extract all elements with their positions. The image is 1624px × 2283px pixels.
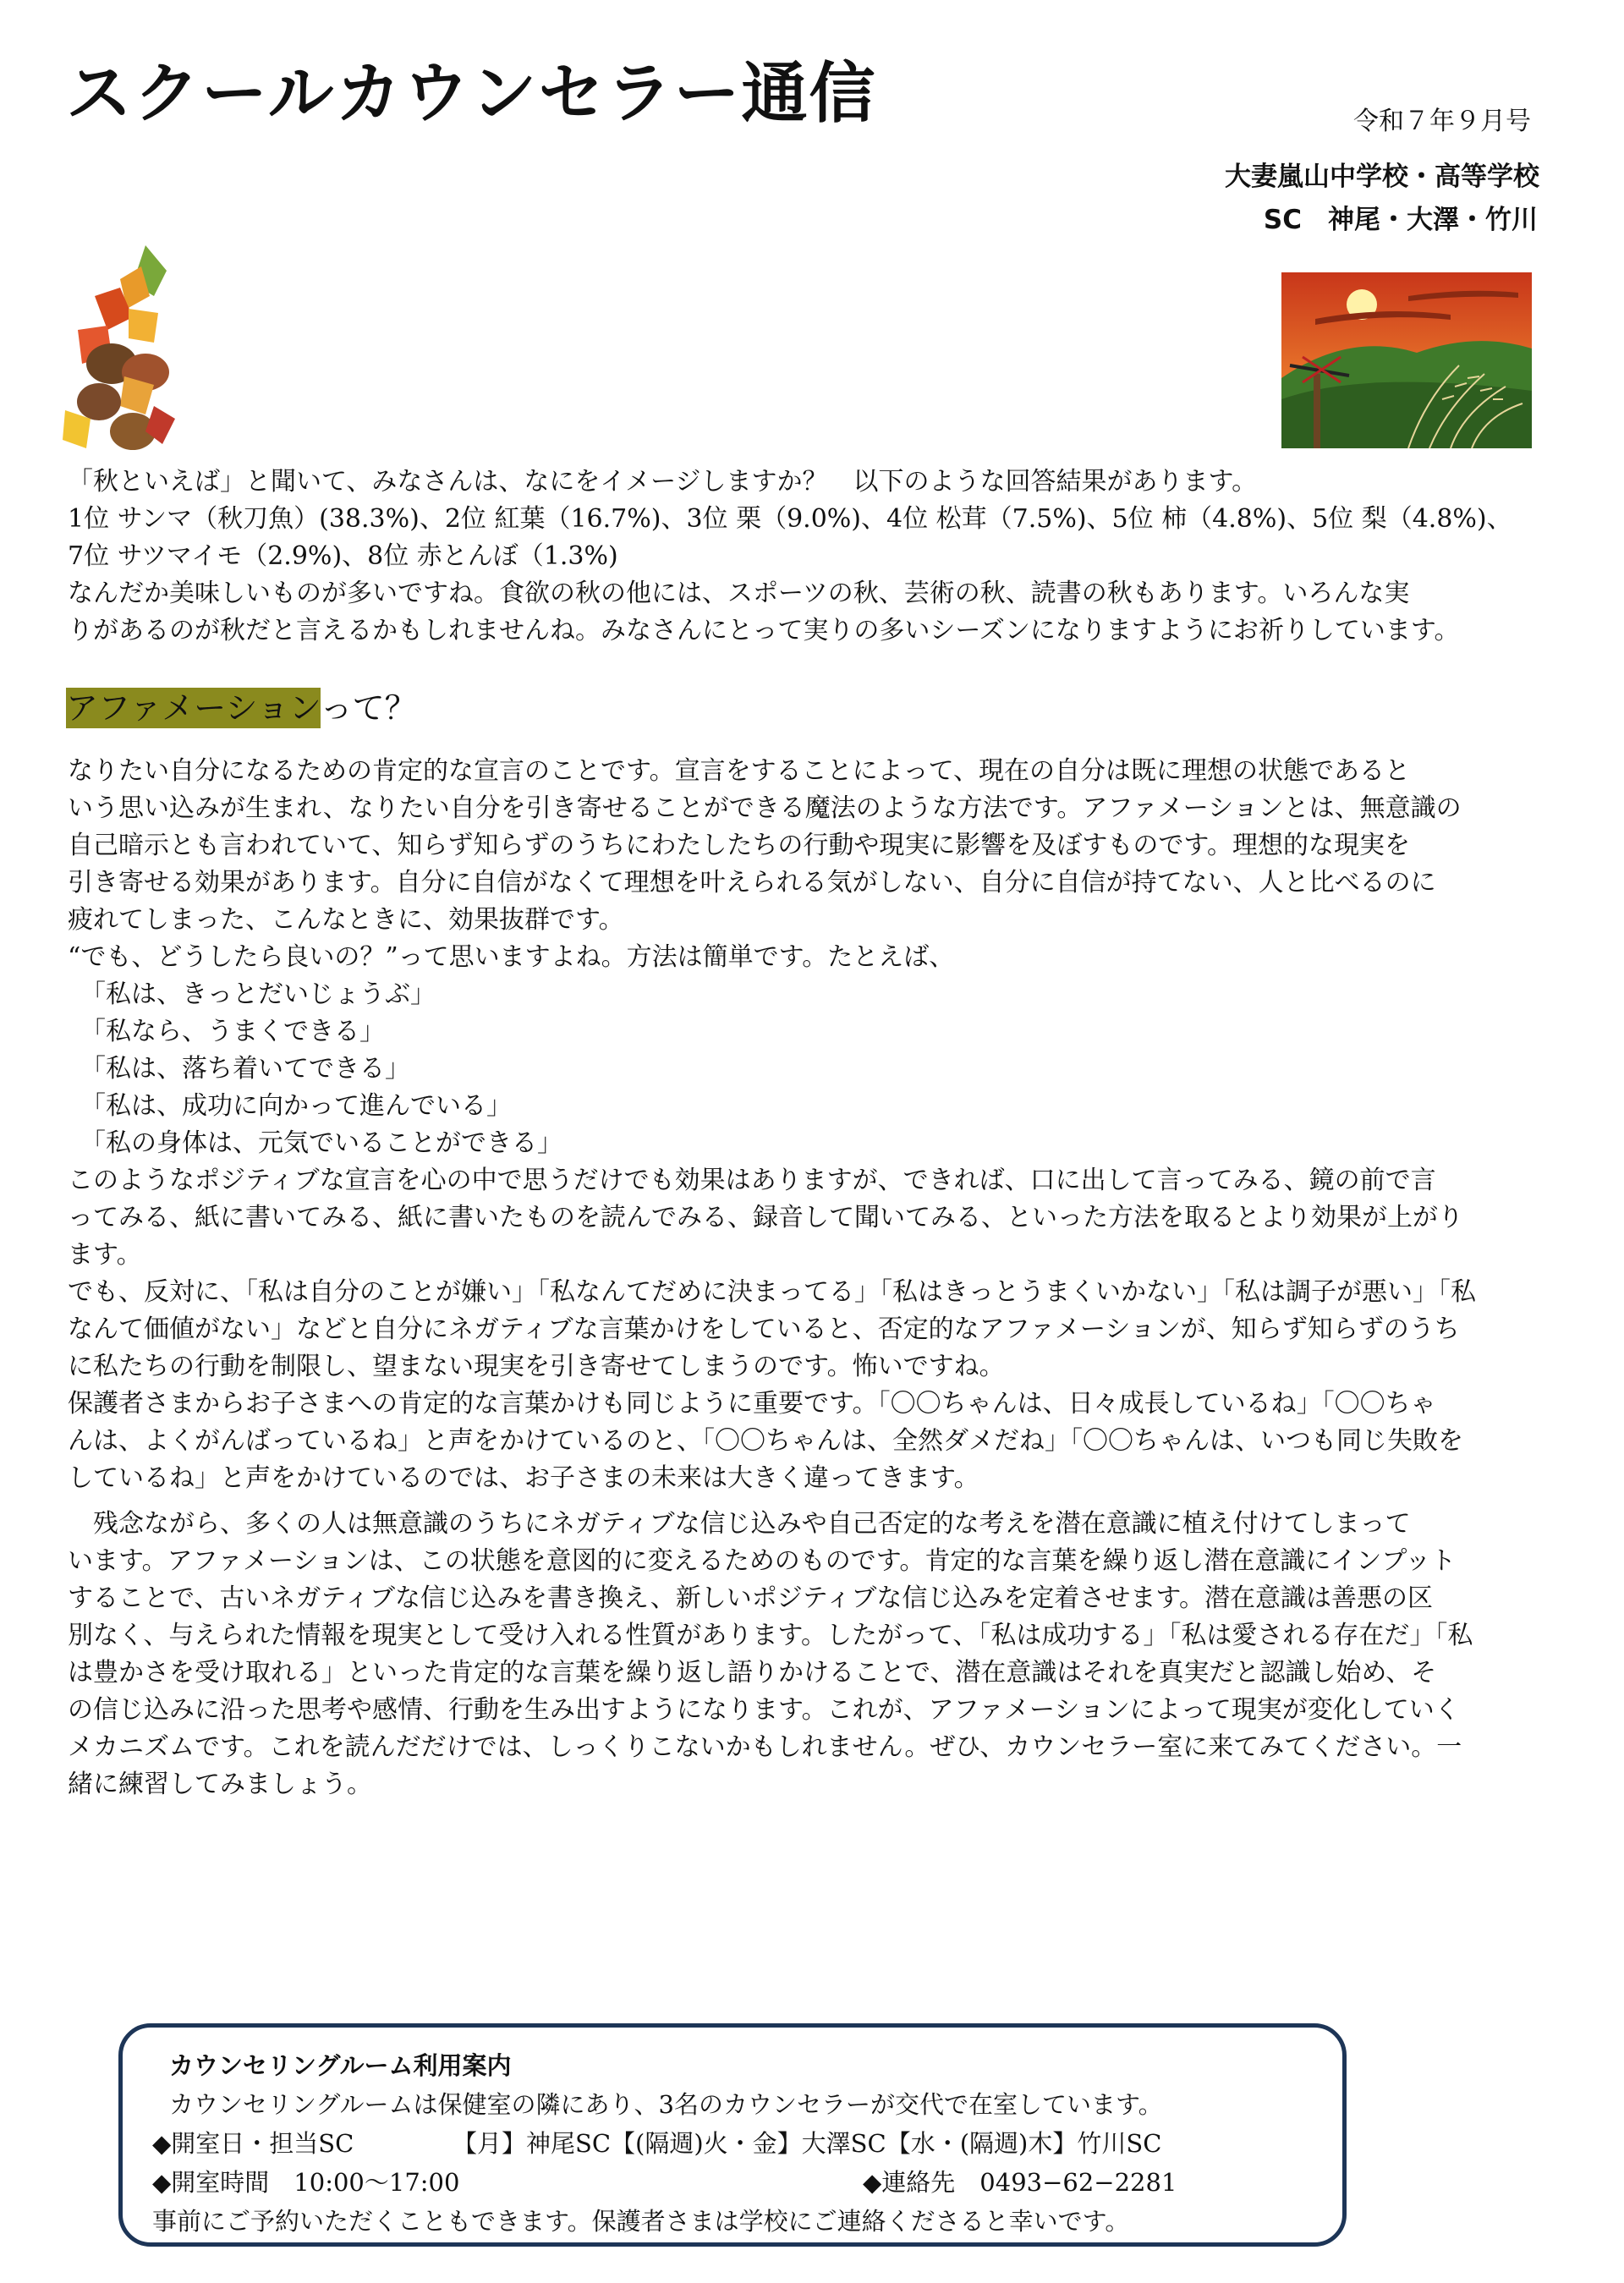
body-line: メカニズムです。これを読んだだけでは、しっくりこないかもしれません。ぜひ、カウンセラー室に来てみてください。一 bbox=[68, 1732, 1462, 1762]
body-line: は豊かさを受け取れる」といった肯定的な言葉を繰り返し語りかけることで、潜在意識はそれを真実だと認識し始め、そ bbox=[68, 1658, 1437, 1688]
affirmation-example: 「私なら、うまくできる」 bbox=[68, 1017, 385, 1046]
body-line: 保護者さまからお子さまへの肯定的な言葉かけも同じように重要です。「〇〇ちゃんは、日々成長しているね」「〇〇ちゃ bbox=[68, 1389, 1436, 1419]
body-line: でも、反対に、「私は自分のことが嫌い」「私なんてだめに決まってる」「私はきっとうまくいかない」「私は調子が悪い」「私 bbox=[68, 1277, 1476, 1307]
affirmation-example: 「私は、落ち着いてできる」 bbox=[68, 1054, 410, 1084]
body-line: の信じ込みに沿った思考や感情、行動を生み出すようになります。これが、アファメーションによって現実が変化していく bbox=[68, 1695, 1460, 1725]
body-line: いう思い込みが生まれ、なりたい自分を引き寄せることができる魔法のような方法です。アファメーションとは、無意識の bbox=[68, 793, 1462, 823]
intro-line: りがあるのが秋だと言えるかもしれませんね。みなさんにとって実りの多いシーズンになりますようにお祈りしています。 bbox=[68, 616, 1460, 645]
body-line: 緒に練習してみましょう。 bbox=[68, 1770, 372, 1799]
body-line: なりたい自分になるための肯定的な宣言のことです。宣言をすることによって、現在の自分は既に理想の状態であると bbox=[68, 756, 1410, 786]
autumn-sunset-illustration bbox=[1281, 272, 1532, 448]
open-days-label: ◆開室日・担当SC bbox=[152, 2129, 354, 2158]
reservation-note: 事前にご予約いただくこともできます。保護者さまは学校にご連絡くださると幸いです。 bbox=[152, 2207, 1130, 2236]
intro-line: 7位 サツマイモ（2.9%)、8位 赤とんぼ（1.3%) bbox=[68, 541, 618, 571]
heading-highlight: アファメーション bbox=[66, 689, 321, 727]
affirmation-example: 「私は、成功に向かって進んでいる」 bbox=[68, 1091, 512, 1121]
school-name: 大妻嵐山中学校・高等学校 bbox=[1225, 162, 1539, 192]
body-line: ます。 bbox=[68, 1240, 142, 1270]
body-line: しているね」と声をかけているのでは、お子さまの未来は大きく違ってきます。 bbox=[68, 1463, 979, 1493]
section-heading bbox=[66, 682, 417, 728]
intro-line: 1位 サンマ（秋刀魚）(38.3%)、2位 紅葉（16.7%)、3位 栗（9.0%)、4位 松茸（7.5%)、5位 柿（4.8%)、5位 梨（4.8%)、 bbox=[68, 504, 1512, 534]
newsletter-title: スクールカウンセラー通信 bbox=[66, 56, 877, 132]
autumn-leaves-illustration bbox=[61, 237, 196, 457]
counselor-names: SC 神尾・大澤・竹川 bbox=[1263, 205, 1538, 235]
open-hours: ◆開室時間 10:00〜17:00 bbox=[152, 2168, 460, 2197]
body-line: 自己暗示とも言われていて、知らず知らずのうちにわたしたちの行動や現実に影響を及ぼすものです。理想的な現実を bbox=[68, 831, 1410, 860]
intro-line: なんだか美味しいものが多いですね。食欲の秋の他には、スポーツの秋、芸術の秋、読書の秋もあります。いろんな実 bbox=[68, 579, 1410, 608]
body-line: “でも、どうしたら良いの？”って思いますよね。方法は簡単です。たとえば、 bbox=[68, 942, 955, 972]
body-line: なんて価値がない」などと自分にネガティブな言葉かけをしていると、否定的なアファメーションが、知らず知らずのうち bbox=[68, 1314, 1460, 1344]
issue-date: 令和７年９月号 bbox=[1353, 107, 1531, 136]
heading-rest: って？ bbox=[320, 689, 417, 727]
body-line: います。アファメーションは、この状態を意図的に変えるためのものです。肯定的な言葉を繰り返し潜在意識にインプット bbox=[68, 1546, 1457, 1576]
open-days-schedule: 【月】神尾SC【(隔週)火・金】大澤SC【水・(隔週)木】竹川SC bbox=[453, 2129, 1162, 2158]
intro-line: 「秋といえば」と聞いて、みなさんは、なにをイメージしますか？ 以下のような回答結果があります。 bbox=[68, 467, 1258, 497]
affirmation-example: 「私の身体は、元気でいることができる」 bbox=[68, 1128, 562, 1158]
body-line: 引き寄せる効果があります。自分に自信がなくて理想を叶えられる気がしない、自分に自信が持てない、人と比べるのに bbox=[68, 868, 1436, 897]
body-line: 残念ながら、多くの人は無意識のうちにネガティブな信じ込みや自己否定的な考えを潜在意識に植え付けてしまって bbox=[68, 1509, 1411, 1539]
info-box-title: カウンセリングルーム利用案内 bbox=[169, 2051, 512, 2080]
body-line: このようなポジティブな宣言を心の中で思うだけでも効果はありますが、できれば、口に出して言ってみる、鏡の前で言 bbox=[68, 1166, 1436, 1195]
body-line: に私たちの行動を制限し、望まない現実を引き寄せてしまうのです。怖いですね。 bbox=[68, 1352, 1005, 1381]
body-line: んは、よくがんばっているね」と声をかけているのと、「〇〇ちゃんは、全然ダメだね」「〇〇ちゃんは、いつも同じ失敗を bbox=[68, 1426, 1463, 1456]
contact-phone: ◆連絡先 0493−62−2281 bbox=[863, 2168, 1177, 2197]
info-box-description: カウンセリングルームは保健室の隣にあり、3名のカウンセラーが交代で在室しています。 bbox=[169, 2090, 1163, 2119]
affirmation-example: 「私は、きっとだいじょうぶ」 bbox=[68, 980, 436, 1009]
body-line: 別なく、与えられた情報を現実として受け入れる性質があります。したがって、「私は成功する」「私は愛される存在だ」「私 bbox=[68, 1621, 1473, 1650]
body-line: 疲れてしまった、こんなときに、効果抜群です。 bbox=[68, 905, 624, 935]
body-line: することで、古いネガティブな信じ込みを書き換え、新しいポジティブな信じ込みを定着させます。潜在意識は善悪の区 bbox=[68, 1583, 1433, 1613]
body-line: ってみる、紙に書いてみる、紙に書いたものを読んでみる、録音して聞いてみる、といった方法を取るとより効果が上がり bbox=[68, 1203, 1463, 1232]
